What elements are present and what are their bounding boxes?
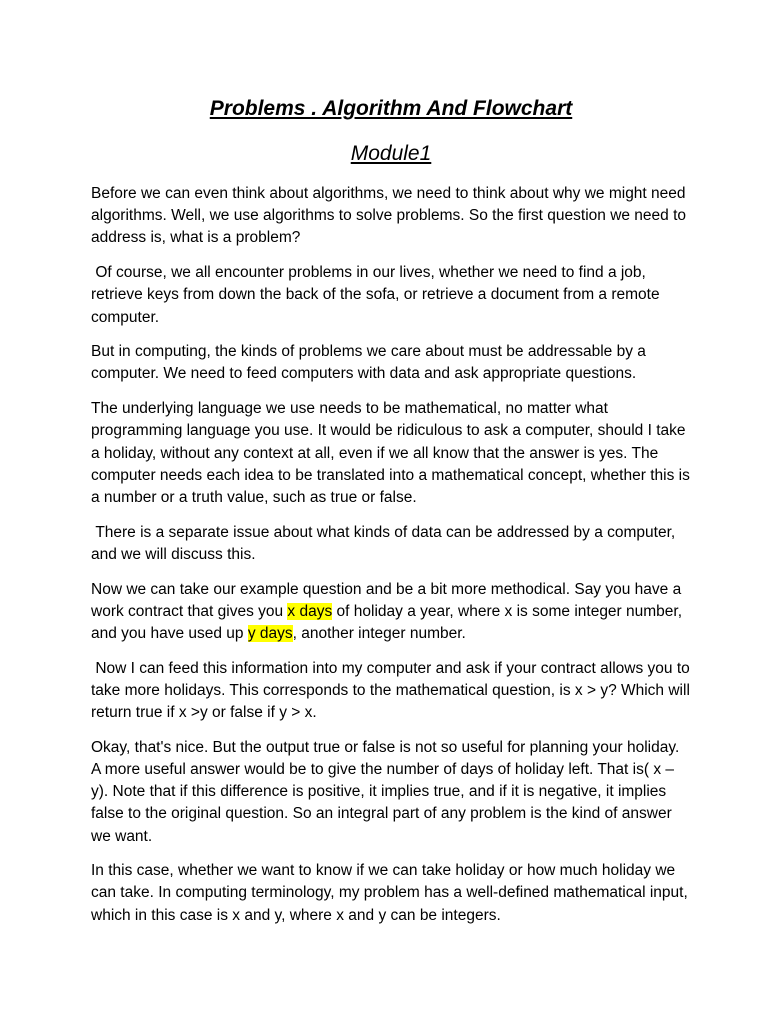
document-subtitle: Module1 xyxy=(350,142,432,165)
highlighted-text-y-days: y days xyxy=(247,624,293,642)
document-title: Problems . Algorithm And Flowchart xyxy=(209,97,573,120)
document-body xyxy=(91,95,695,927)
paragraph-6 xyxy=(91,579,691,646)
paragraph-3: But in computing, the kinds of problems we care about must be addressable by a computer. We need to feed computers with data and ask appropriate questions. xyxy=(91,343,651,383)
highlighted-text-x-days: x days xyxy=(287,602,333,620)
paragraph-2: Of course, we all encounter problems in our lives, whether we need to find a job, retrieve keys from down the back of the sofa, or retrieve a document from a remote computer. xyxy=(91,264,664,326)
paragraph-8: Okay, that's nice. But the output true or false is not so useful for planning your holiday. A more useful answer would be to give the number of days of holiday left. That is( x – y). Note that if this difference is positive, it implies true, and if it is negative, it implies false to the original question. So an integral part of any problem is the kind of answer we want. xyxy=(91,738,683,845)
paragraph-7: Now I can feed this information into my computer and ask if your contract allows you to take more holidays. This corresponds to the mathematical question, is x > y? Which will return true if x >y or false if y > x. xyxy=(91,659,695,722)
paragraph-4: The underlying language we use needs to be mathematical, no matter what programming language you use. It would be ridiculous to ask a computer, should I take a holiday, without any context at all, even if we all know that the answer is yes. The computer needs each idea to be translated into a mathematical concept, whether this is a number or a truth value, such as true or false. xyxy=(91,400,695,506)
paragraph-1: Before we can even think about algorithms, we need to think about why we might need algorithms. Well, we use algorithms to solve problems. So the first question we need to address is, what is a problem? xyxy=(91,185,691,247)
paragraph-9: In this case, whether we want to know if we can take holiday or how much holiday we can take. In computing terminology, my problem has a well-defined mathematical input, which in this case is x and y, where x and y can be integers. xyxy=(91,862,693,924)
paragraph-5: There is a separate issue about what kinds of data can be addressed by a computer, and we will discuss this. xyxy=(91,523,680,563)
paragraph-6-part-2: of holiday a year, where x is some integer number, and you have used up xyxy=(91,602,687,642)
paragraph-6-part-3: , another integer number. xyxy=(292,624,466,642)
paragraph-6-part-1: Now we can take our example question and be a bit more methodical. Say you have a work contract that gives you xyxy=(91,580,686,620)
